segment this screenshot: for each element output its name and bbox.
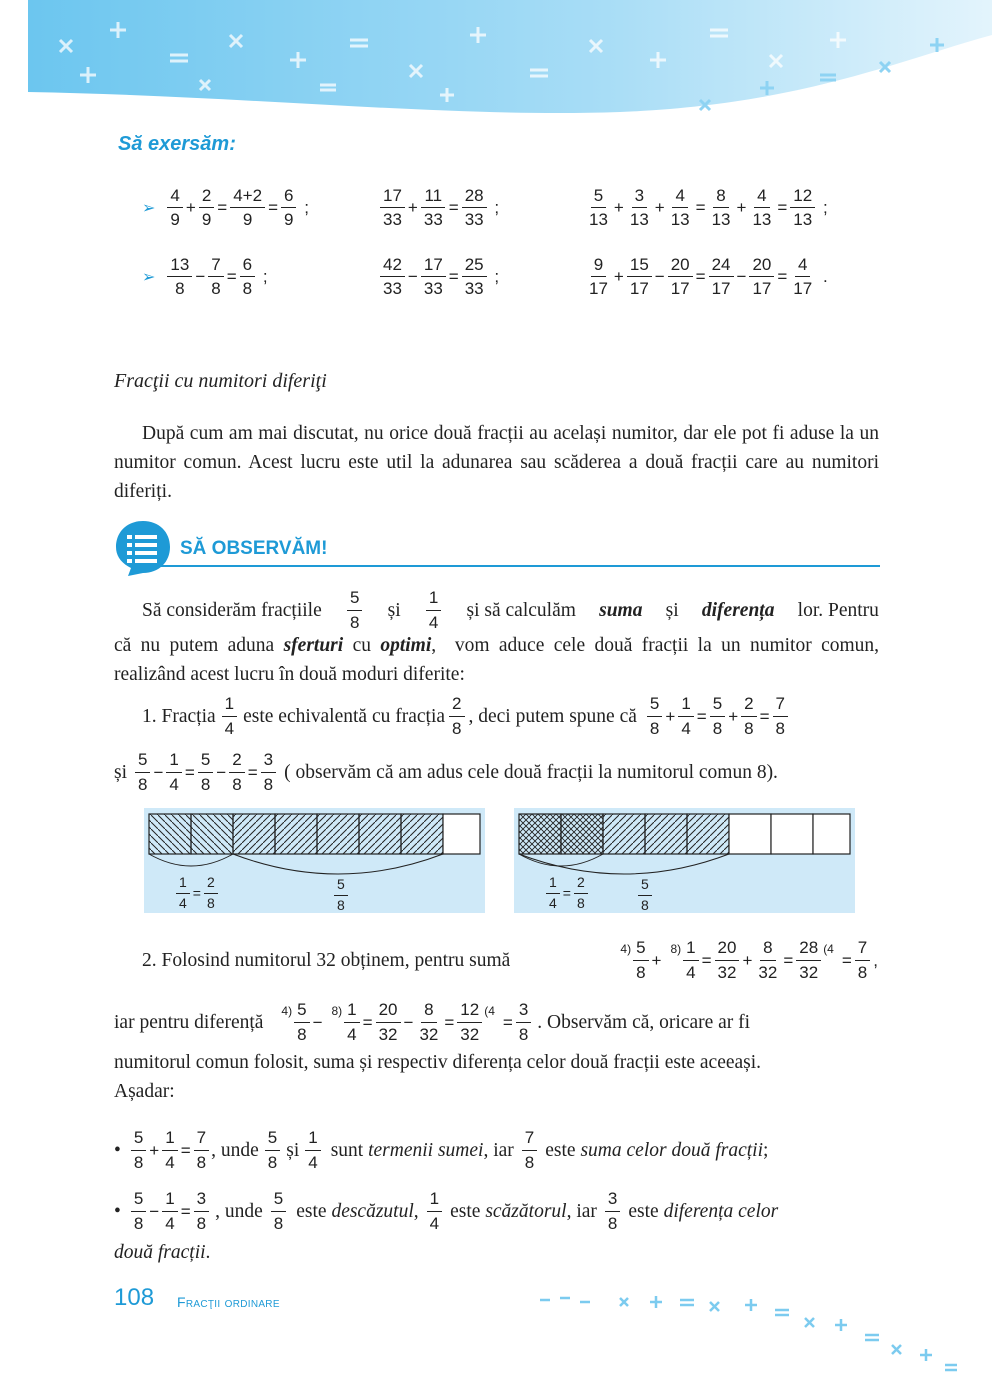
- diagram-sum: $\frac{1}{4}$ = $\frac{2}{8}$ 5 8: [144, 808, 485, 913]
- intro-paragraph: După cum am mai discutat, nu orice două fracții au același numitor, dar ele pot fi aduse la un numitor comun. Acest lucru este util la adunarea sau scăderea a două fracții care au numitori diferiți.: [114, 423, 879, 502]
- step-1: 1. Fracția 1 4 este echivalentă cu fracția 2 8 , deci putem spune că 5 8 + $\frac{1}{4}$ = $\frac{5}{8}$ + $\frac{2}{8}$ = $\frac{7}{8}$ și 5 8 − $\frac{1}{4}$ = $\frac{5}{8}$ − $\frac{2}{8}$ = $\frac{3}{8}$ ( observăm că am adus cele două fracții la numitorul comun 8).: [114, 690, 879, 798]
- exercise-1b: 17 33 + $\frac{11}{33}$ = $\frac{28}{33}$ ;: [378, 185, 500, 231]
- step-2: 2. Folosind numitorul 32 obținem, pentru sumă 4) 5 8 + 8) $\frac{1}{4}$ = $\frac{20}{32}$ + $\frac{8}{32}$ = $\frac{28}{32}$ (4 = $\frac{7}{8}$ , iar pentru diferență 4) 5 8 − 8) $\frac{1}{4}$ = $\frac{20}{32}$ − $\frac{8}{32}$ = $\frac{12}{32}$ (4 = $\frac{3}{8}$ . Observăm că, oricare ar fi numitorul comun folosit, suma și respectiv diferența celor două fracții este aceeași. Așadar:: [114, 938, 878, 1102]
- exercise-1c: 5 13 + $\frac{3}{13}$ + $\frac{4}{13}$ = $\frac{8}{13}$ + $\frac{4}{13}$ = $\frac{12}{13}$ ;: [589, 186, 828, 230]
- exercise-1a: ➢ 4 9 + $\frac{2}{9}$ = $\frac{4+2}{9}$ = $\frac{6}{9}$ ;: [142, 186, 309, 230]
- observe-heading: SĂ OBSERVĂM!: [180, 538, 328, 559]
- arrow-bullet-icon: ➢: [142, 268, 156, 286]
- footer-decoration: [530, 1280, 992, 1389]
- exercise-heading: Să exersăm:: [118, 133, 236, 155]
- arrow-bullet-icon: ➢: [142, 199, 156, 217]
- page-number: 108: [114, 1284, 155, 1311]
- section-title: Fracţii cu numitori diferiţi: [114, 370, 327, 392]
- bullet-sum: • 5 8 + $\frac{1}{4}$ = $\frac{7}{8}$ , unde 5 8 și 1 4 sunt termenii sumei , iar 7 8 este suma celor două fracții ;: [114, 1128, 769, 1172]
- exercise-2a: ➢ 13 8 − $\frac{7}{8}$ = $\frac{6}{8}$ ;: [142, 255, 268, 299]
- observe-divider: [130, 565, 880, 567]
- exercise-2c: 9 17 + $\frac{15}{17}$ − $\frac{20}{17}$ = $\frac{24}{17}$ − $\frac{20}{17}$ = $\frac{4}{17}$ .: [589, 255, 828, 299]
- exercise-2b: 42 33 − $\frac{17}{33}$ = $\frac{25}{33}$ ;: [378, 254, 500, 300]
- header-banner: [0, 0, 992, 140]
- diagram-difference: $\frac{1}{4}$ = $\frac{2}{8}$ 5 8: [514, 808, 855, 913]
- bullet-difference: • 5 8 − $\frac{1}{4}$ = $\frac{3}{8}$ , unde 5 8 este descăzutul , 1 4 este scăzătorul , iar 3 8 este diferența celor două fracții.: [114, 1189, 779, 1263]
- chapter-title: Fracţii ordinare: [177, 1294, 280, 1310]
- list-icon: [112, 518, 174, 578]
- observe-paragraph: Să considerăm fracțiile 5 8 și 1 4 și să calculăm suma și diferența lor. Pentru că nu putem aduna sferturi cu optimi, vom aduce cele două fracții la un numitor comun, realizând acest lucru în două moduri diferite:: [114, 588, 880, 685]
